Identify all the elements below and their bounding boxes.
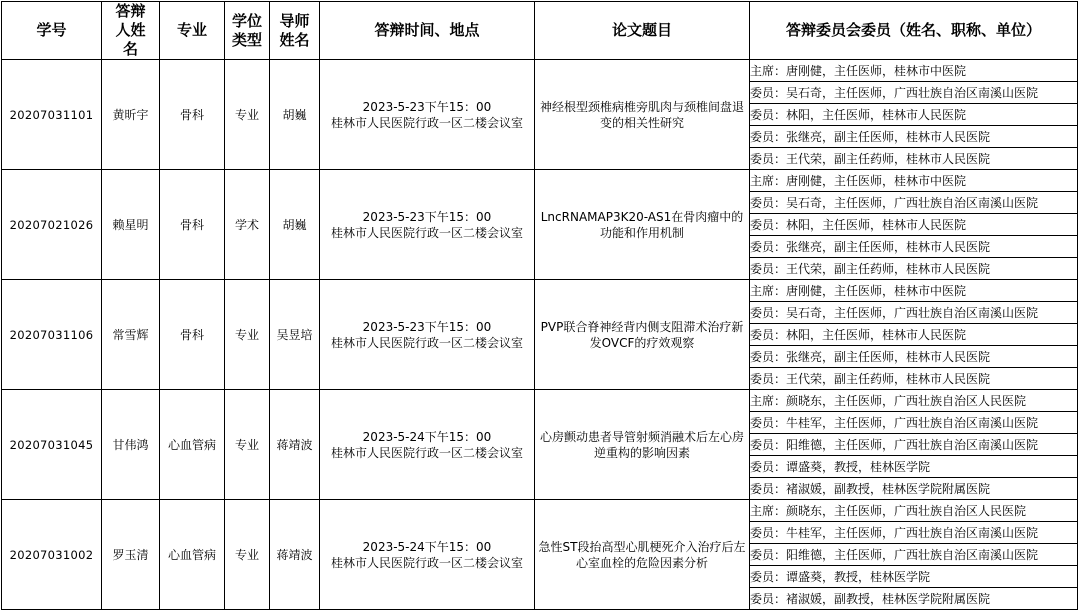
time-place-cell (320, 60, 535, 170)
defense-schedule-table (1, 1, 1078, 610)
header-advisor (270, 2, 320, 60)
committee-member-cell: 委员：褚淑媛，副教授，桂林医学院附属医院 (750, 478, 1078, 500)
committee-chair-cell: 主席：唐刚健，主任医师，桂林市中医院 (750, 170, 1078, 192)
student-id-cell: 20207021026 (2, 170, 102, 280)
header-committee: 答辩委员会委员（姓名、职称、单位） (750, 2, 1078, 60)
committee-member-cell: 委员：吴石奇，主任医师，广西壮族自治区南溪山医院 (750, 192, 1078, 214)
thesis-title-cell: 心房颤动患者导管射频消融术后左心房逆重构的影响因素 (535, 390, 750, 500)
committee-member-cell: 委员：张继亮，副主任医师，桂林市人民医院 (750, 126, 1078, 148)
advisor-cell: 蒋靖波 (270, 390, 320, 500)
defense-time: 2023-5-23下午15：00 (362, 319, 492, 334)
table-row (2, 60, 1078, 82)
defense-time: 2023-5-23下午15：00 (362, 99, 492, 114)
degree-type-cell: 专业 (225, 390, 270, 500)
table-row (2, 500, 1078, 522)
major-cell: 心血管病 (160, 500, 225, 610)
committee-member-cell: 委员：褚淑媛，副教授，桂林医学院附属医院 (750, 588, 1078, 610)
major-cell: 心血管病 (160, 390, 225, 500)
committee-chair-cell: 主席：颜晓东，主任医师，广西壮族自治区人民医院 (750, 500, 1078, 522)
student-id-cell: 20207031101 (2, 60, 102, 170)
committee-member-cell: 委员：吴石奇，主任医师，广西壮族自治区南溪山医院 (750, 82, 1078, 104)
major-cell: 骨科 (160, 280, 225, 390)
header-name (102, 2, 160, 60)
defense-time: 2023-5-24下午15：00 (362, 539, 492, 554)
degree-type-cell: 专业 (225, 60, 270, 170)
defense-place: 桂林市人民医院行政一区二楼会议室 (330, 225, 523, 240)
student-id-cell: 20207031002 (2, 500, 102, 610)
committee-member-cell: 委员：林阳，主任医师，桂林市人民医院 (750, 214, 1078, 236)
committee-member-cell: 委员：林阳，主任医师，桂林市人民医院 (750, 104, 1078, 126)
degree-type-cell: 学术 (225, 170, 270, 280)
table-body (2, 60, 1078, 610)
time-place-cell (320, 500, 535, 610)
header-time-place: 答辩时间、地点 (320, 2, 535, 60)
major-cell: 骨科 (160, 60, 225, 170)
time-place-cell (320, 390, 535, 500)
header-student-id: 学号 (2, 2, 102, 60)
defense-time: 2023-5-23下午15：00 (362, 209, 492, 224)
defense-place: 桂林市人民医院行政一区二楼会议室 (330, 115, 523, 130)
student-name-cell: 赖星明 (102, 170, 160, 280)
committee-chair-cell: 主席：唐刚健，主任医师，桂林市中医院 (750, 60, 1078, 82)
committee-member-cell: 委员：王代荣，副主任药师，桂林市人民医院 (750, 148, 1078, 170)
committee-chair-cell: 主席：颜晓东，主任医师，广西壮族自治区人民医院 (750, 390, 1078, 412)
defense-place: 桂林市人民医院行政一区二楼会议室 (330, 555, 523, 570)
header-degree-type-text: 学位类型 (231, 11, 262, 49)
committee-member-cell: 委员：牛桂军，主任医师，广西壮族自治区南溪山医院 (750, 522, 1078, 544)
student-name-cell: 常雪辉 (102, 280, 160, 390)
student-id-cell: 20207031045 (2, 390, 102, 500)
committee-member-cell: 委员：林阳，主任医师，桂林市人民医院 (750, 324, 1078, 346)
committee-member-cell: 委员：阳维德，主任医师，广西壮族自治区南溪山医院 (750, 544, 1078, 566)
committee-member-cell: 委员：吴石奇，主任医师，广西壮族自治区南溪山医院 (750, 302, 1078, 324)
student-name-cell: 甘伟鸿 (102, 390, 160, 500)
committee-member-cell: 委员：张继亮，副主任医师，桂林市人民医院 (750, 346, 1078, 368)
defense-place: 桂林市人民医院行政一区二楼会议室 (330, 335, 523, 350)
header-name-text: 答辩人姓名 (115, 2, 146, 58)
advisor-cell: 胡巍 (270, 60, 320, 170)
committee-member-cell: 委员：王代荣，副主任药师，桂林市人民医院 (750, 258, 1078, 280)
committee-chair-cell: 主席：唐刚健，主任医师，桂林市中医院 (750, 280, 1078, 302)
thesis-title-cell: LncRNAMAP3K20-AS1在骨肉瘤中的功能和作用机制 (535, 170, 750, 280)
student-id-cell: 20207031106 (2, 280, 102, 390)
student-name-cell: 罗玉清 (102, 500, 160, 610)
student-name-cell: 黄昕宇 (102, 60, 160, 170)
thesis-title-cell: 急性ST段抬高型心肌梗死介入治疗后左心室血栓的危险因素分析 (535, 500, 750, 610)
table-row (2, 280, 1078, 302)
table-row (2, 170, 1078, 192)
degree-type-cell: 专业 (225, 500, 270, 610)
committee-member-cell: 委员：谭盛葵，教授，桂林医学院 (750, 566, 1078, 588)
table-row (2, 390, 1078, 412)
header-advisor-text: 导师姓名 (279, 11, 310, 49)
thesis-title-cell: 神经根型颈椎病椎旁肌肉与颈椎间盘退变的相关性研究 (535, 60, 750, 170)
header-major: 专业 (160, 2, 225, 60)
time-place-cell (320, 170, 535, 280)
advisor-cell: 蒋靖波 (270, 500, 320, 610)
defense-time: 2023-5-24下午15：00 (362, 429, 492, 444)
committee-member-cell: 委员：谭盛葵，教授，桂林医学院 (750, 456, 1078, 478)
committee-member-cell: 委员：张继亮，副主任医师，桂林市人民医院 (750, 236, 1078, 258)
advisor-cell: 胡巍 (270, 170, 320, 280)
degree-type-cell: 专业 (225, 280, 270, 390)
advisor-cell: 吴昱培 (270, 280, 320, 390)
thesis-title-cell: PVP联合脊神经背内侧支阻滞术治疗新发OVCF的疗效观察 (535, 280, 750, 390)
committee-member-cell: 委员：王代荣，副主任药师，桂林市人民医院 (750, 368, 1078, 390)
committee-member-cell: 委员：牛桂军，主任医师，广西壮族自治区南溪山医院 (750, 412, 1078, 434)
committee-member-cell: 委员：阳维德，主任医师，广西壮族自治区南溪山医院 (750, 434, 1078, 456)
header-row (2, 2, 1078, 60)
major-cell: 骨科 (160, 170, 225, 280)
time-place-cell (320, 280, 535, 390)
header-degree-type (225, 2, 270, 60)
defense-place: 桂林市人民医院行政一区二楼会议室 (330, 445, 523, 460)
header-thesis: 论文题目 (535, 2, 750, 60)
